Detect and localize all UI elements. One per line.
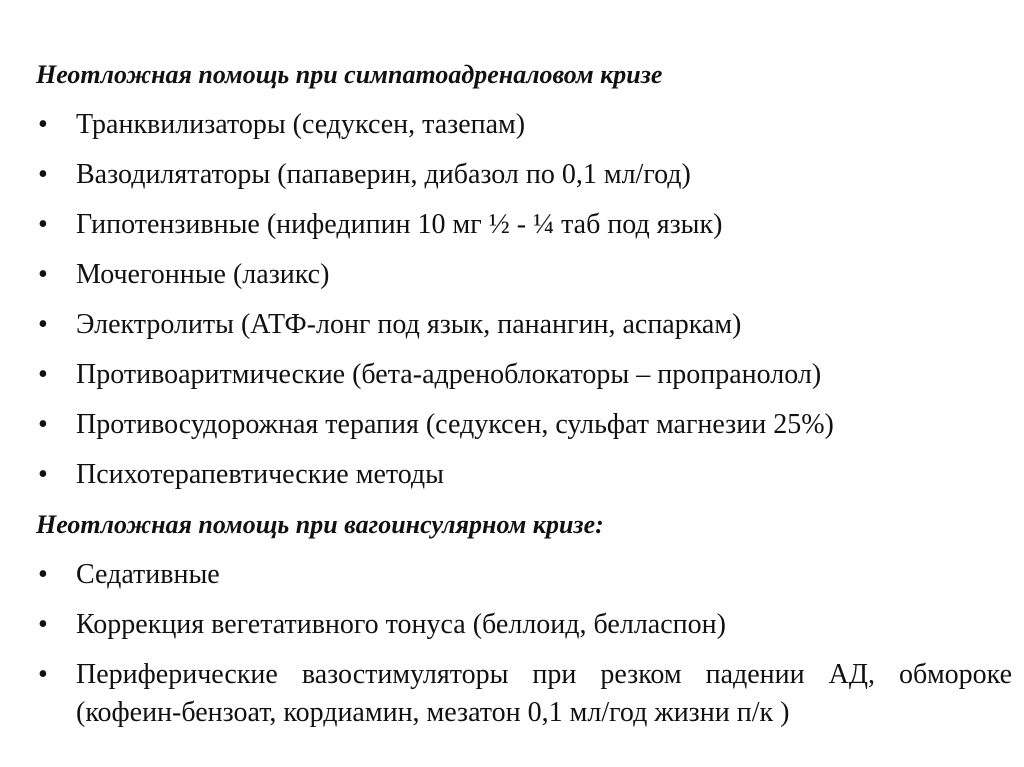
list-item <box>36 650 1012 732</box>
list-item <box>36 150 1012 200</box>
bullet-icon: • <box>38 309 48 340</box>
list-item <box>36 300 1012 350</box>
list-item <box>36 250 1012 300</box>
list-item <box>36 450 1012 500</box>
list-item <box>36 200 1012 250</box>
list-item <box>36 600 1012 650</box>
list-item <box>36 550 1012 600</box>
list-item-text: Мочегонные (лазикс) <box>76 259 330 290</box>
bullet-icon: • <box>38 109 48 140</box>
section-heading-sympathoadrenal: Неотложная помощь при симпатоадреналовом кризе <box>36 60 663 89</box>
slide-content <box>36 50 1012 732</box>
bullet-icon: • <box>38 359 48 390</box>
list-item-text: Противоаритмические (бета-адреноблокаторы – пропранолол) <box>76 359 822 390</box>
bullet-icon: • <box>38 459 48 490</box>
list-item-text: Гипотензивные (нифедипин 10 мг ½ - ¼ таб под язык) <box>76 209 723 240</box>
list-item-text: Психотерапевтические методы <box>76 459 444 490</box>
list-item-text: Седативные <box>76 559 220 590</box>
list-item-text: Электролиты (АТФ-лонг под язык, панангин, аспаркам) <box>76 309 742 340</box>
bullet-icon: • <box>38 209 48 240</box>
bullet-icon: • <box>38 659 48 690</box>
list-item-text: Коррекция вегетативного тонуса (беллоид, белласпон) <box>76 609 726 640</box>
bullet-icon: • <box>38 259 48 290</box>
bullet-icon: • <box>38 559 48 590</box>
bullet-icon: • <box>38 609 48 640</box>
bullet-icon: • <box>38 159 48 190</box>
list-item <box>36 100 1012 150</box>
list-item-text: Противосудорожная терапия (седуксен, сульфат магнезии 25%) <box>76 409 834 440</box>
list-item-text: Периферические вазостимуляторы при резком падении АД, обмороке (кофеин-бензоат, кордиамин, мезатон 0,1 мл/год жизни п/к ) <box>76 659 1012 728</box>
list-item-text: Вазодилятаторы (папаверин, дибазол по 0,1 мл/год) <box>76 159 691 190</box>
list-item-text: Транквилизаторы (седуксен, тазепам) <box>76 109 526 140</box>
list-item <box>36 400 1012 450</box>
list-item <box>36 350 1012 400</box>
section-heading-vagoinsular: Неотложная помощь при вагоинсулярном кризе: <box>36 510 604 539</box>
bullet-icon: • <box>38 409 48 440</box>
